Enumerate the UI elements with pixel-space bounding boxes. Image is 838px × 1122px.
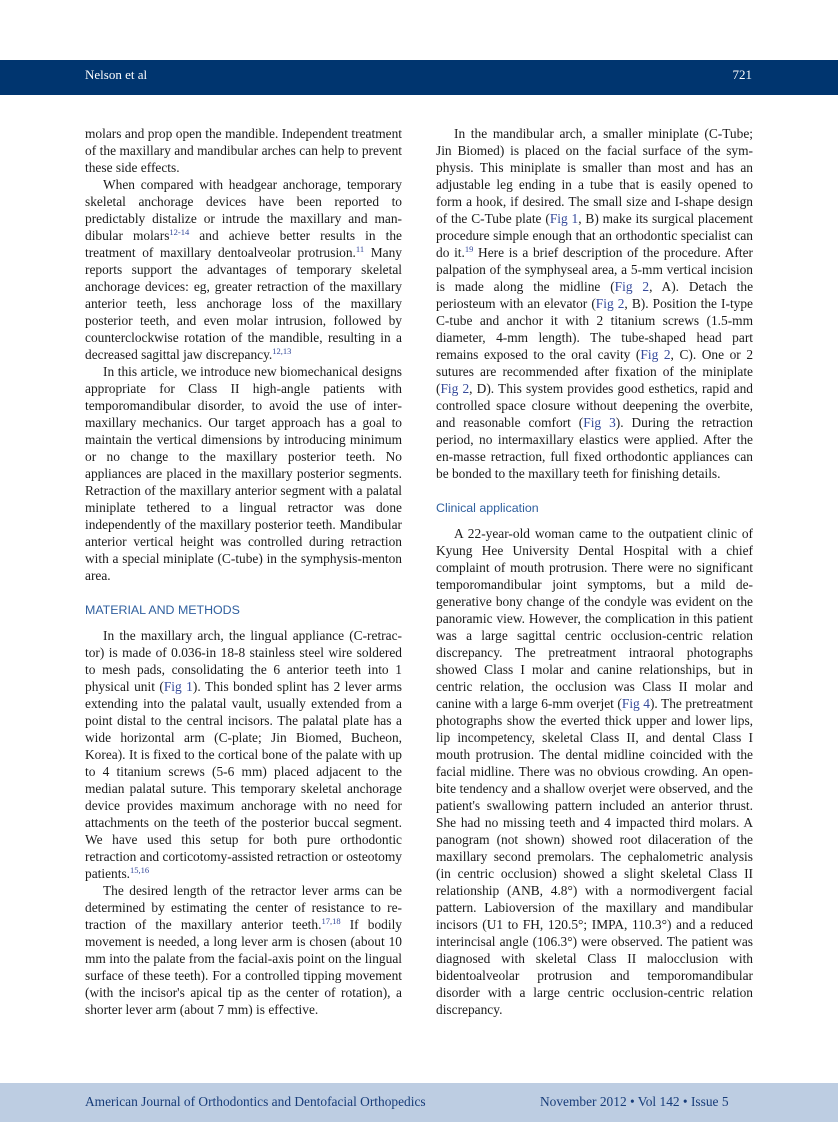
text-run: , A). Detach the periosteum with an elevator ( bbox=[436, 279, 754, 311]
citation-superscript[interactable]: 17,18 bbox=[321, 916, 341, 926]
text-run: ). This bonded splint has 2 lever arms extending into the palatal vault, usually extended from a point distal to the central incisors. The palatal plate has a wide horizontal arm (C-plate; Jin Biomed, Bucheon, Korea). It is fixed to the cortical bone of the palate with up to 4 titanium screws (5-6 mm) placed adjacent to the median palatal suture. This temporary skeletal anchorage device provides maximum anchorage with no need for attachments on the teeth of the posterior buccal segment. We have used this setup for both pure orthodontic retraction and corticotomy-assisted retraction or osteotomy patients. bbox=[85, 679, 402, 881]
text-run: When compared with headgear anchorage, temporary skeletal anchorage devices have been reported to predictably distalize or intrude the maxillary and mandibular molars bbox=[85, 177, 402, 243]
citation-superscript[interactable]: 12,13 bbox=[272, 346, 292, 356]
left-column bbox=[85, 125, 402, 1018]
citation-superscript[interactable]: 19 bbox=[464, 244, 474, 254]
text-run: The desired length of the retractor lever arms can be determined by estimating the center of resistance to retraction of the maxillary anterior teeth. bbox=[85, 883, 402, 932]
text-run: , B) make its surgical placement procedure simple enough that an orthodontic specialist can do it. bbox=[436, 211, 753, 260]
citation-superscript[interactable]: 11 bbox=[355, 244, 365, 254]
header-author: Nelson et al bbox=[85, 67, 148, 82]
citation-superscript[interactable]: 12-14 bbox=[169, 227, 190, 237]
text-run: A 22-year-old woman came to the outpatient clinic of Kyung Hee University Dental Hospital with a chief complaint of mouth protrusion. There were no significant temporomandibular joint symptoms, but a mild degenerative bony change of the condyle was evident on the panoramic view. However, the complication in this patient was a large sagittal centric occlusion-centric relation discrepancy. The pretreatment intraoral photographs showed Class I molar and canine relationships, but in centric relation, the occlusion was Class II molar and canine with a large 6-mm overjet ( bbox=[436, 526, 753, 711]
text-run: ). During the retraction period, no intermaxillary elastics were applied. After the en-masse retraction, full fixed orthodontic appliances can be bonded to the maxillary teeth for finishing details. bbox=[436, 415, 753, 481]
figure-reference-link[interactable]: Fig 2 bbox=[595, 296, 625, 311]
right-column bbox=[436, 125, 753, 1018]
figure-reference-link[interactable]: Fig 2 bbox=[640, 347, 671, 362]
body-paragraph bbox=[85, 627, 402, 882]
text-run: In the mandibular arch, a smaller miniplate (C-Tube; Jin Biomed) is placed on the facial surface of the symphysis. This miniplate is smaller than most and has an adjustable leg ending in a tube that is easily opened to form a hook, if desired. The small size and I-shape design of the C-Tube plate ( bbox=[436, 126, 753, 226]
text-run: Many reports support the advantages of temporary skeletal anchorage devices: eg, greater retraction of the maxillary anterior teeth, less anchorage loss of the maxillary posterior teeth, and even molar intrusion, followed by counterclockwise rotation of the mandible, resulting in a decreased sagittal jaw discrepancy. bbox=[85, 245, 403, 362]
body-paragraph bbox=[85, 363, 402, 584]
figure-reference-link[interactable]: Fig 3 bbox=[583, 415, 616, 430]
text-run: , D). This system provides good esthetics, rapid and controlled space closure without deepening the overbite, and reasonable comfort ( bbox=[436, 381, 754, 430]
figure-reference-link[interactable]: Fig 1 bbox=[163, 679, 193, 694]
footer-issue-info: November 2012 • Vol 142 • Issue 5 bbox=[540, 1094, 729, 1109]
text-run: molars and prop open the mandible. Independent treatment of the maxillary and mandibular arches can help to prevent these side effects. bbox=[85, 126, 402, 175]
body-paragraph bbox=[85, 882, 402, 1018]
text-run: ). The pretreatment photographs show the everted thick upper and lower lips, lip incompetency, skeletal Class II, and dental Class I mouth protrusion. The dental midline coincided with the facial midline. There was no obvious crowding. An open-bite tendency and a shallow overjet were observed, and the patient's swallowing pattern included an anterior thrust. She had no missing teeth and 4 impacted third molars. A panogram (not shown) showed root dilaceration of the maxillary second premolars. The cephalometric analysis (in centric occlusion) showed a slight skeletal Class II relationship (ANB, 4.8°) with a normodivergent facial pattern. Labioversion of the maxillary and mandibular incisors (U1 to FH, 120.5°; IMPA, 110.3°) and a reduced interincisal angle (106.3°) were observed. The patient was diagnosed with skeletal Class II malocclusion with bidentoalveolar protrusion and temporomandibular disorder with a large centric occlusion-centric relation discrepancy. bbox=[436, 696, 754, 1017]
text-run: Here is a brief description of the procedure. After palpation of the symphyseal area, a 5-mm vertical incision is made along the midline ( bbox=[436, 245, 753, 294]
figure-reference-link[interactable]: Fig 1 bbox=[549, 211, 579, 226]
text-run: In this article, we introduce new biomechanical designs appropriate for Class II high-angle patients with temporomandibular disorder, to avoid the use of intermaxillary mechanics. Our target approach has a goal to maintain the vertical dimensions by introducing minimum or no change to the maxillary posterior teeth. No appliances are placed in the maxillary posterior segments. Retraction of the maxillary anterior segment with a palatal miniplate tethered to a lingual retractor was done independently of the maxillary posterior teeth. Mandibular anterior vertical height was controlled during retraction with a special miniplate (C-tube) in the symphysis-menton area. bbox=[85, 364, 402, 583]
body-paragraph bbox=[85, 176, 402, 363]
figure-reference-link[interactable]: Fig 2 bbox=[614, 279, 650, 294]
body-paragraph bbox=[436, 125, 753, 482]
text-run: , B). Position the I-type C-tube and anchor it with 2 titanium screws (1.5-mm diameter, 4-mm length). The tube-shaped head part remains exposed to the oral cavity ( bbox=[436, 296, 754, 362]
body-paragraph bbox=[85, 125, 402, 176]
footer-journal-title: American Journal of Orthodontics and Dentofacial Orthopedics bbox=[85, 1094, 426, 1109]
figure-reference-link[interactable]: Fig 2 bbox=[440, 381, 470, 396]
text-run: , C). One or 2 sutures are recommended after fixation of the miniplate ( bbox=[436, 347, 754, 396]
section-heading: MATERIAL AND METHODS bbox=[85, 603, 240, 617]
citation-superscript[interactable]: 15,16 bbox=[130, 865, 150, 875]
section-heading: Clinical application bbox=[436, 501, 539, 515]
text-run: In the maxillary arch, the lingual appliance (C-retractor) is made of 0.036-in 18-8 stainless steel wire soldered to mesh pads, consolidating the 6 anterior teeth into 1 physical unit ( bbox=[85, 628, 402, 694]
text-run: and achieve better results in the treatment of maxillary dentoalveolar protrusion. bbox=[85, 228, 402, 260]
text-run: If bodily movement is needed, a long lever arm is chosen (about 10 mm into the palate from the facial-axis point on the lingual surface of these teeth). For a controlled tipping movement (with the incisor's apical tip as the center of rotation), a shorter lever arm (about 7 mm) is effective. bbox=[85, 917, 402, 1017]
figure-reference-link[interactable]: Fig 4 bbox=[621, 696, 650, 711]
body-paragraph bbox=[436, 525, 753, 1018]
running-footer bbox=[0, 1083, 838, 1122]
page-number: 721 bbox=[732, 67, 752, 82]
running-header bbox=[0, 60, 838, 95]
